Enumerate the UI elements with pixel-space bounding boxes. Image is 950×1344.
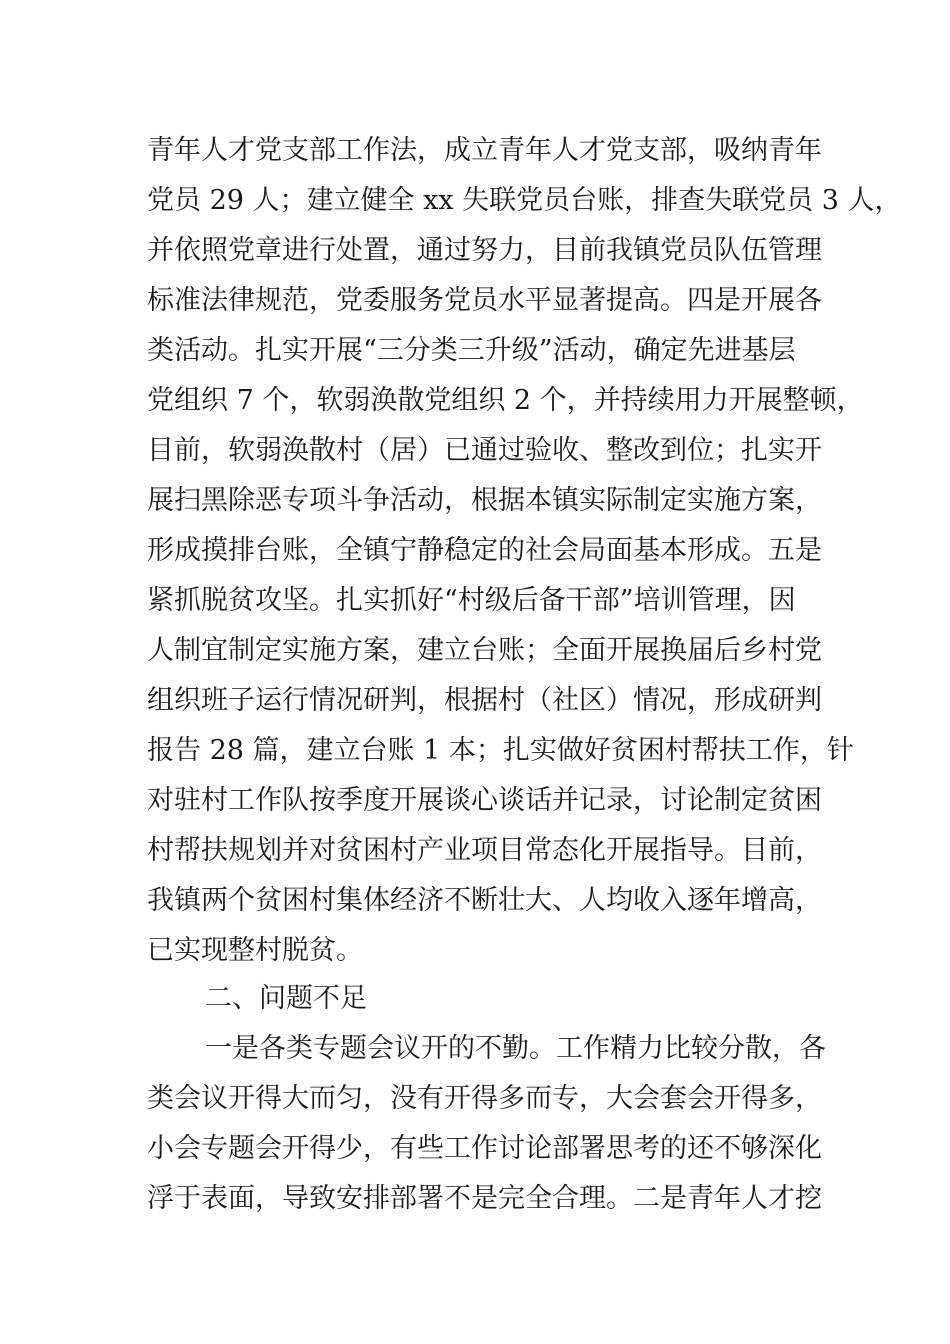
paragraph-line: 对驻村工作队按季度开展谈心谈话并记录，讨论制定贫困 <box>147 785 822 816</box>
paragraph-line: 一是各类专题会议开的不勤。工作精力比较分散，各 <box>205 1033 826 1064</box>
paragraph-line: 党组织 7 个，软弱涣散党组织 2 个，并持续用力开展整顿， <box>147 385 864 416</box>
paragraph-line: 小会专题会开得少，有些工作讨论部署思考的还不够深化 <box>147 1133 822 1164</box>
paragraph-line: 展扫黑除恶专项斗争活动，根据本镇实际制定实施方案， <box>147 485 822 516</box>
paragraph-line: 青年人才党支部工作法，成立青年人才党支部，吸纳青年 <box>147 135 822 166</box>
paragraph-line: 已实现整村脱贫。 <box>147 935 363 966</box>
paragraph-line: 浮于表面，导致安排部署不是完全合理。二是青年人才挖 <box>147 1183 822 1214</box>
paragraph-line: 类会议开得大而匀，没有开得多而专，大会套会开得多， <box>147 1083 822 1114</box>
paragraph-line: 形成摸排台账，全镇宁静稳定的社会局面基本形成。五是 <box>147 535 822 566</box>
paragraph-line: 党员 29 人；建立健全 xx 失联党员台账，排查失联党员 3 人， <box>147 185 902 216</box>
paragraph-line: 人制宜制定实施方案，建立台账；全面开展换届后乡村党 <box>147 635 822 666</box>
paragraph-line: 我镇两个贫困村集体经济不断壮大、人均收入逐年增高， <box>147 885 822 916</box>
section-heading: 二、问题不足 <box>205 983 367 1014</box>
paragraph-line: 并依照党章进行处置，通过努力，目前我镇党员队伍管理 <box>147 235 822 266</box>
paragraph-line: 报告 28 篇，建立台账 1 本；扎实做好贫困村帮扶工作，针 <box>147 735 854 766</box>
paragraph-line: 目前，软弱涣散村（居）已通过验收、整改到位；扎实开 <box>147 435 822 466</box>
paragraph-line: 标准法律规范，党委服务党员水平显著提高。四是开展各 <box>147 285 822 316</box>
paragraph-line: 紧抓脱贫攻坚。扎实抓好“村级后备干部”培训管理，因 <box>147 585 796 616</box>
paragraph-line: 村帮扶规划并对贫困村产业项目常态化开展指导。目前， <box>147 835 822 866</box>
paragraph-line: 类活动。扎实开展“三分类三升级”活动，确定先进基层 <box>147 335 796 366</box>
paragraph-line: 组织班子运行情况研判，根据村（社区）情况，形成研判 <box>147 685 822 716</box>
